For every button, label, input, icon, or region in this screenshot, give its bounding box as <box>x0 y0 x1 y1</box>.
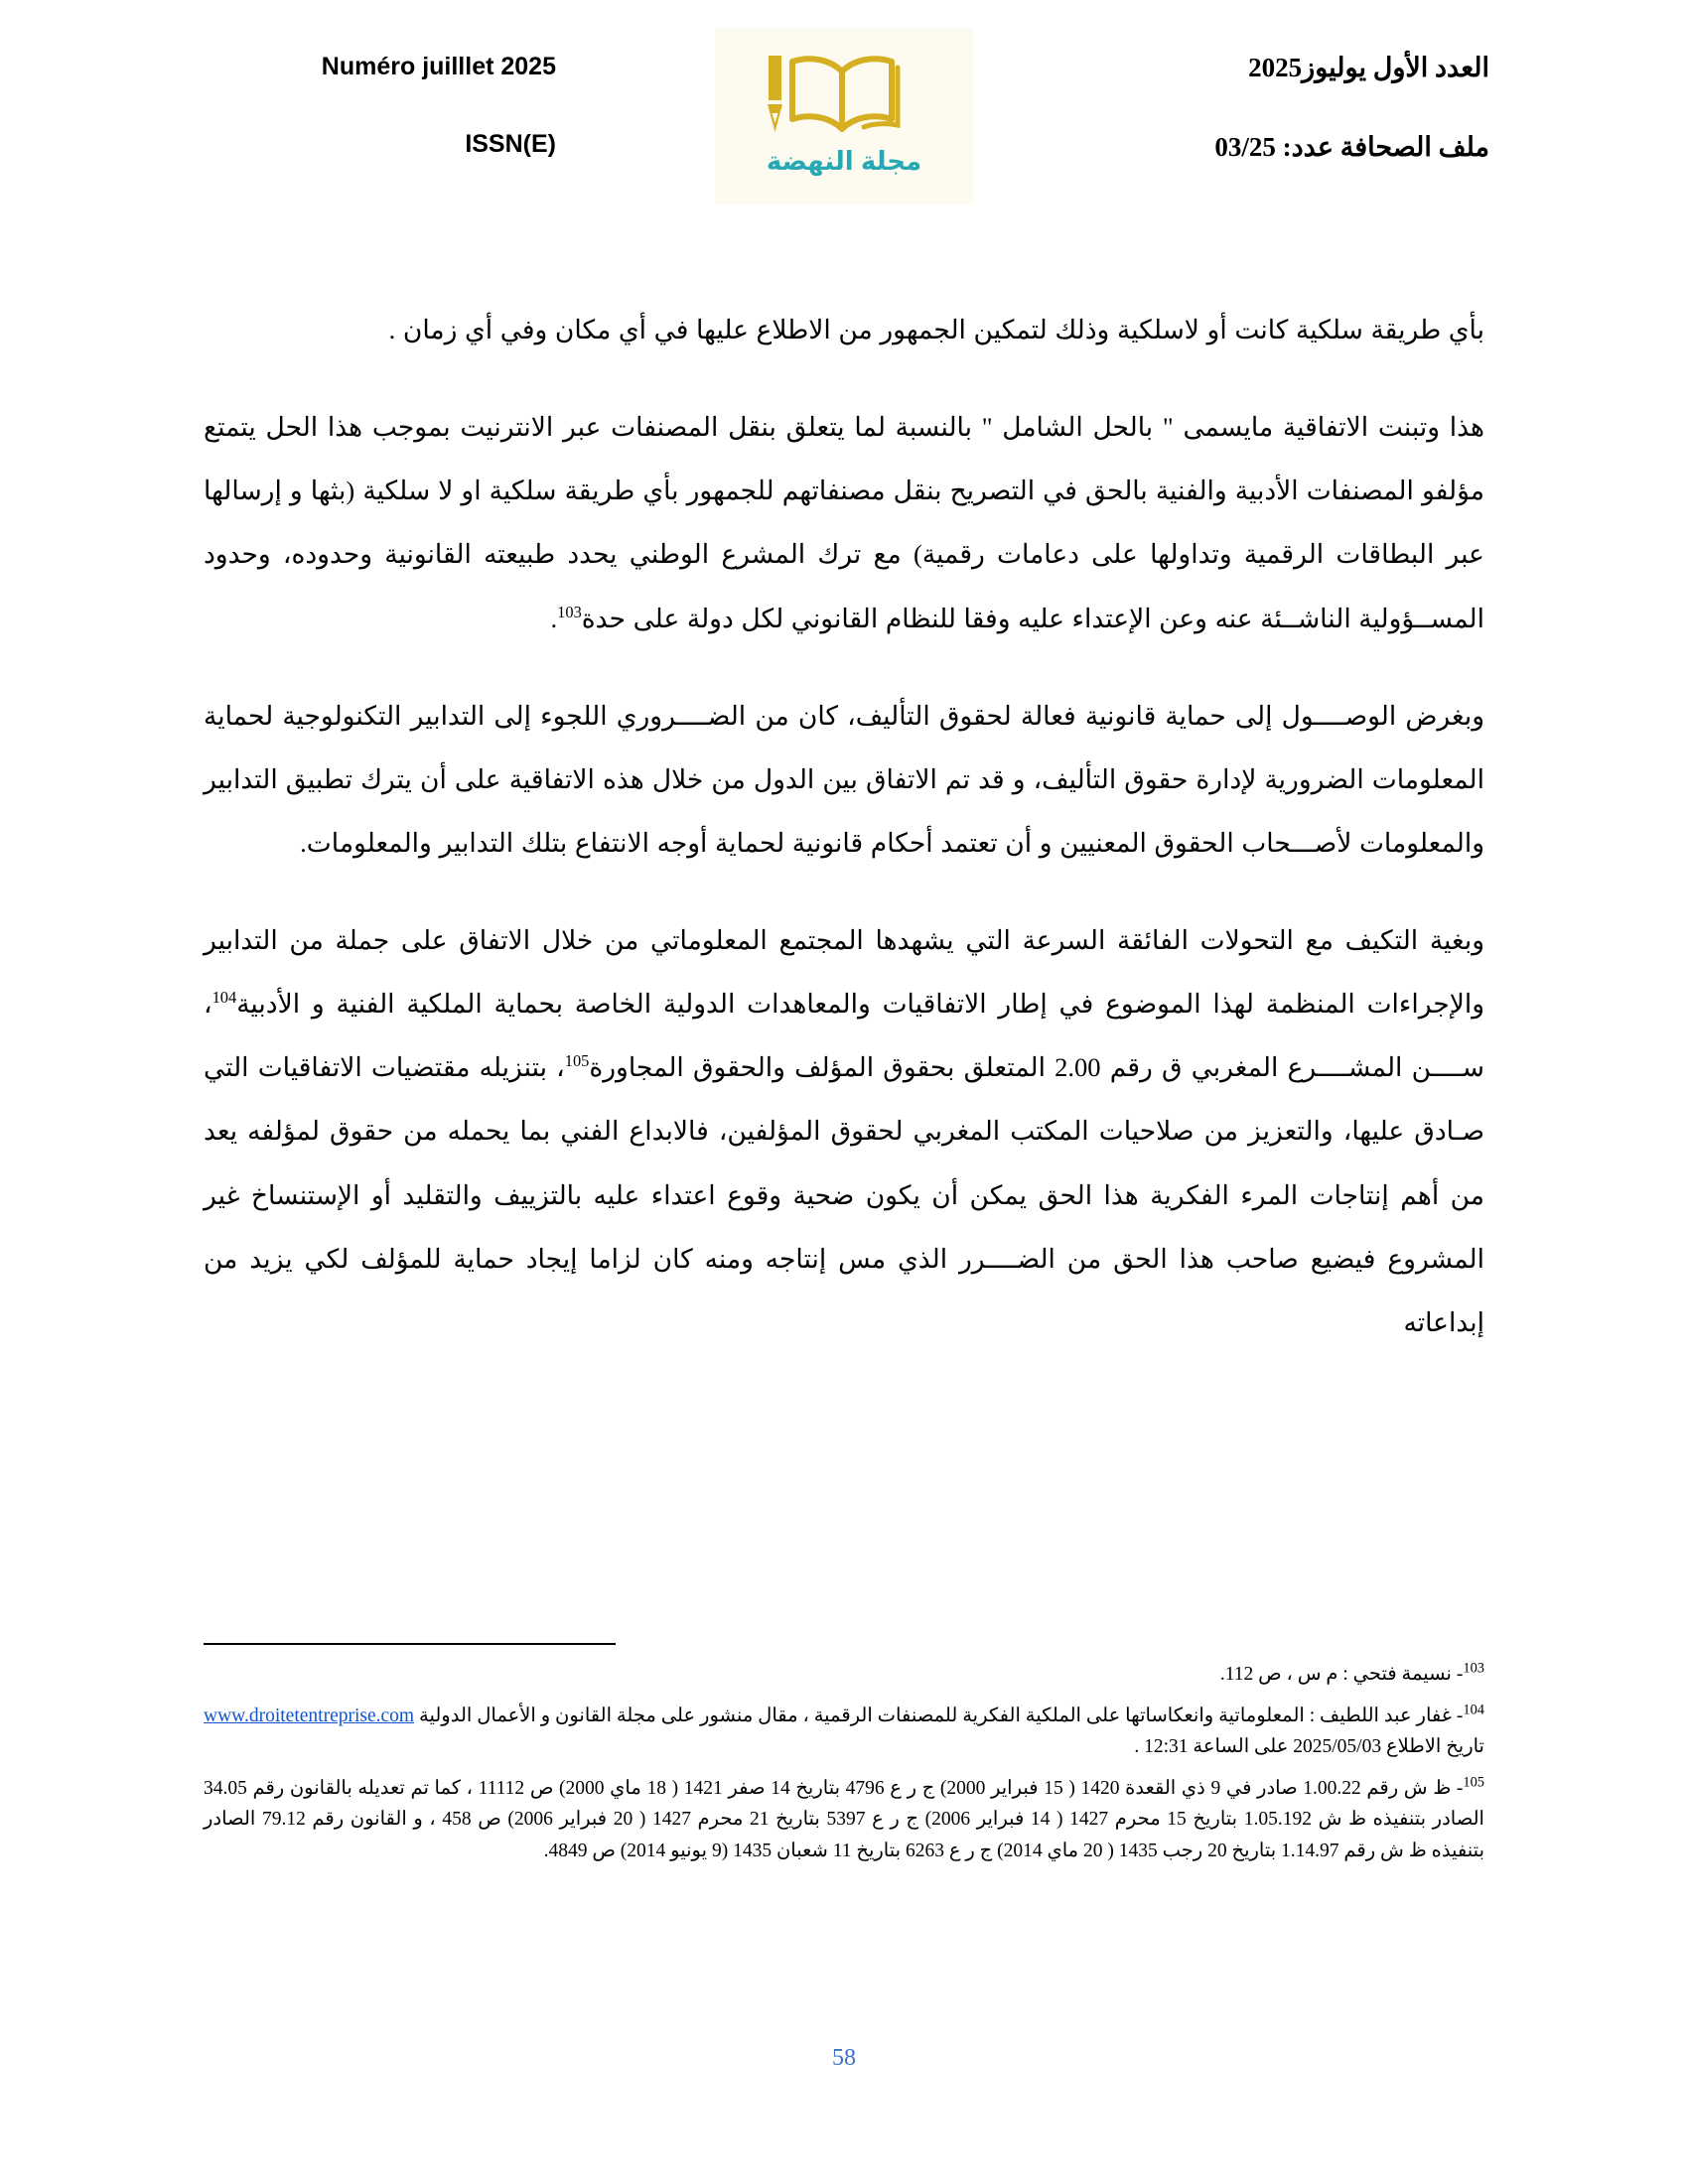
footnote-103-text: - نسيمة فتحي : م س ، ص 112. <box>1219 1664 1464 1685</box>
issue-number-arabic: العدد الأول يوليوز2025 <box>1248 53 1489 82</box>
paragraph-2: هذا وتبنت الاتفاقية مايسمى " بالحل الشامل " بالنسبة لما يتعلق بنقل المصنفات عبر الانترنيت بموجب هذا الحل يتمتع مؤلفو المصنفات الأدبية والفنية بالحق في التصريح بنقل مصنفاتهم للجمهور بأي طريقة سلكية او لا سلكية (بثها و إرسالها عبر البطاقات الرقمية وتداولها على دعامات رقمية) مع ترك المشرع الوطني يحدد طبيعته القانونية وحدوده، وحدود المســؤولية الناشــئة عنه وعن الإعتداء عليه وفقا للنظام القانوني لكل دولة على حدة$^{103}$. <box>204 412 1484 633</box>
paragraph-4-text-b: ، ســــن المشــــرع المغربي ق رقم <box>204 989 1484 1083</box>
press-file-number: ملف الصحافة عدد: 03/25 <box>1214 132 1489 163</box>
footnote-105-text: - ظ ش رقم 1.00.22 صادر في 9 ذي القعدة 1420 ( 15 فبراير 2000) ج ر ع 4796 بتاريخ 14 صفر 1421 ( 18 ماي 2000) ص 11112 ، كما تم تعديله بالقانون رقم 34.05 الصادر بتنفيذه ظ ش 1.05.192 بتاريخ 15 محرم 1427 ( 14 فبراير 2006) ج ر ع 5397 بتاريخ 21 محرم 1427 ( 20 فبراير 2006) ص 458 ، و القانون رقم 79.12 الصادر بتنفيذه ظ ش رقم 1.14.97 بتاريخ 20 رجب 1435 ( 20 ماي 2014) ج ر ع 6263 بتاريخ 11 شعبان 1435 (9 يونيو 2014) ص 4849. <box>204 1777 1484 1861</box>
paragraph-2-text: هذا وتبنت الاتفاقية مايسمى " بالحل الشامل " بالنسبة لما يتعلق بنقل المصنفات عبر الانترنيت بموجب هذا الحل يتمتع مؤلفو المصنفات الأدبية والفنية بالحق في التصريح بنقل مصنفاتهم للجمهور بأي طريقة سلكية او لا سلكية (بثها و إرسالها عبر البطاقات الرقمية وتداولها على دعامات رقمية) مع ترك المشرع الوطني يحدد طبيعته القانونية وحدوده، وحدود المســؤولية الناشــئة عنه وعن الإعتداء عليه وفقا للنظام القانوني لكل دولة على حدة <box>204 412 1484 633</box>
footnote-104-text-after: تاريخ الاطلاع 2025/05/03 على الساعة 12:31 . <box>1134 1736 1484 1758</box>
paragraph-4-text-d: ، بتنزيله مقتضيات الاتفاقيات التي صـادق عليها، والتعزيز من صلاحيات المكتب المغربي لحقوق المؤلفين، فالابداع الفني بما يحمله من حقوق لمؤلفه يعد من أهم إنتاجات المرء الفكرية هذا الحق يمكن أن يكون ضحية وقوع اعتداء عليه بالتزييف والتقليد أو الإستنساخ غير المشروع فيضيع صاحب هذا الحق من الضــــرر الذي مس إنتاجه ومنه كان لزاما إيجاد حماية للمؤلف لكي يزيد من إبداعاته <box>204 1052 1484 1337</box>
page-header <box>0 28 1688 216</box>
footnote-separator-rule <box>204 1643 616 1645</box>
journal-logo-text: مجلة النهضة <box>766 146 922 176</box>
paragraph-4-text-c: المتعلق بحقوق المؤلف والحقوق المجاورة <box>589 1052 1055 1083</box>
paragraph-4-text-a: وبغية التكيف مع التحولات الفائقة السرعة التي يشهدها المجتمع المعلوماتي من خلال الاتفاق على جملة من التدابير والإجراءات المنظمة لهذا الموضوع في إطار الاتفاقيات والمعاهدات الدولية الخاصة بحماية الملكية الفنية و الأدبية <box>204 925 1484 1020</box>
law-number: 2.00 <box>1055 1052 1101 1083</box>
footnotes-section <box>204 1643 1484 1876</box>
footnote-103-number: 103 <box>1463 1660 1484 1677</box>
footnote-marker-104[interactable]: 104 <box>211 988 237 1008</box>
footnote-104 <box>204 1701 1484 1763</box>
footnote-marker-103[interactable]: 103 <box>557 602 582 621</box>
issn-label: ISSN(E) <box>465 130 556 158</box>
footnote-104-text-before: - غفار عبد اللطيف : المعلوماتية وانعكاساتها على الملكية الفكرية للمصنفات الرقمية ، مقال منشور على مجلة القانون و الأعمال الدولية <box>414 1705 1464 1726</box>
footnote-103 <box>204 1659 1484 1691</box>
footnote-104-number: 104 <box>1463 1702 1484 1718</box>
page-number: 58 <box>832 2045 856 2071</box>
footnote-separator-holder <box>204 1643 1484 1659</box>
issue-number-french: Numéro juilllet 2025 <box>321 53 556 80</box>
footnote-marker-105[interactable]: 105 <box>564 1051 590 1071</box>
footnote-105 <box>204 1773 1484 1867</box>
open-book-with-pen-icon <box>755 38 933 152</box>
paragraph-4 <box>204 908 1484 1354</box>
footnote-105-number: 105 <box>1463 1774 1485 1791</box>
paragraph-1: بأي طريقة سلكية كانت أو لاسلكية وذلك لتمكين الجمهور من الاطلاع عليها في أي مكان وفي أي زمان . <box>388 315 1484 344</box>
journal-logo <box>715 28 973 205</box>
document-body <box>204 298 1484 1388</box>
header-french-block <box>199 28 556 159</box>
paragraph-3: وبغرض الوصــــول إلى حماية قانونية فعالة لحقوق التأليف، كان من الضــــروري اللجوء إلى التدابير التكنولوجية لحماية المعلومات الضرورية لإدارة حقوق التأليف، و قد تم الاتفاق بين الدول من خلال هذه الاتفاقية على أن يترك تطبيق التدابير والمعلومات لأصـــحاب الحقوق المعنيين و أن تعتمد أحكام قانونية لحماية أوجه الانتفاع بتلك التدابير والمعلومات. <box>204 700 1484 858</box>
header-arabic-block <box>1132 28 1489 164</box>
footnote-104-link[interactable]: www.droitetentreprise.com <box>204 1705 415 1726</box>
